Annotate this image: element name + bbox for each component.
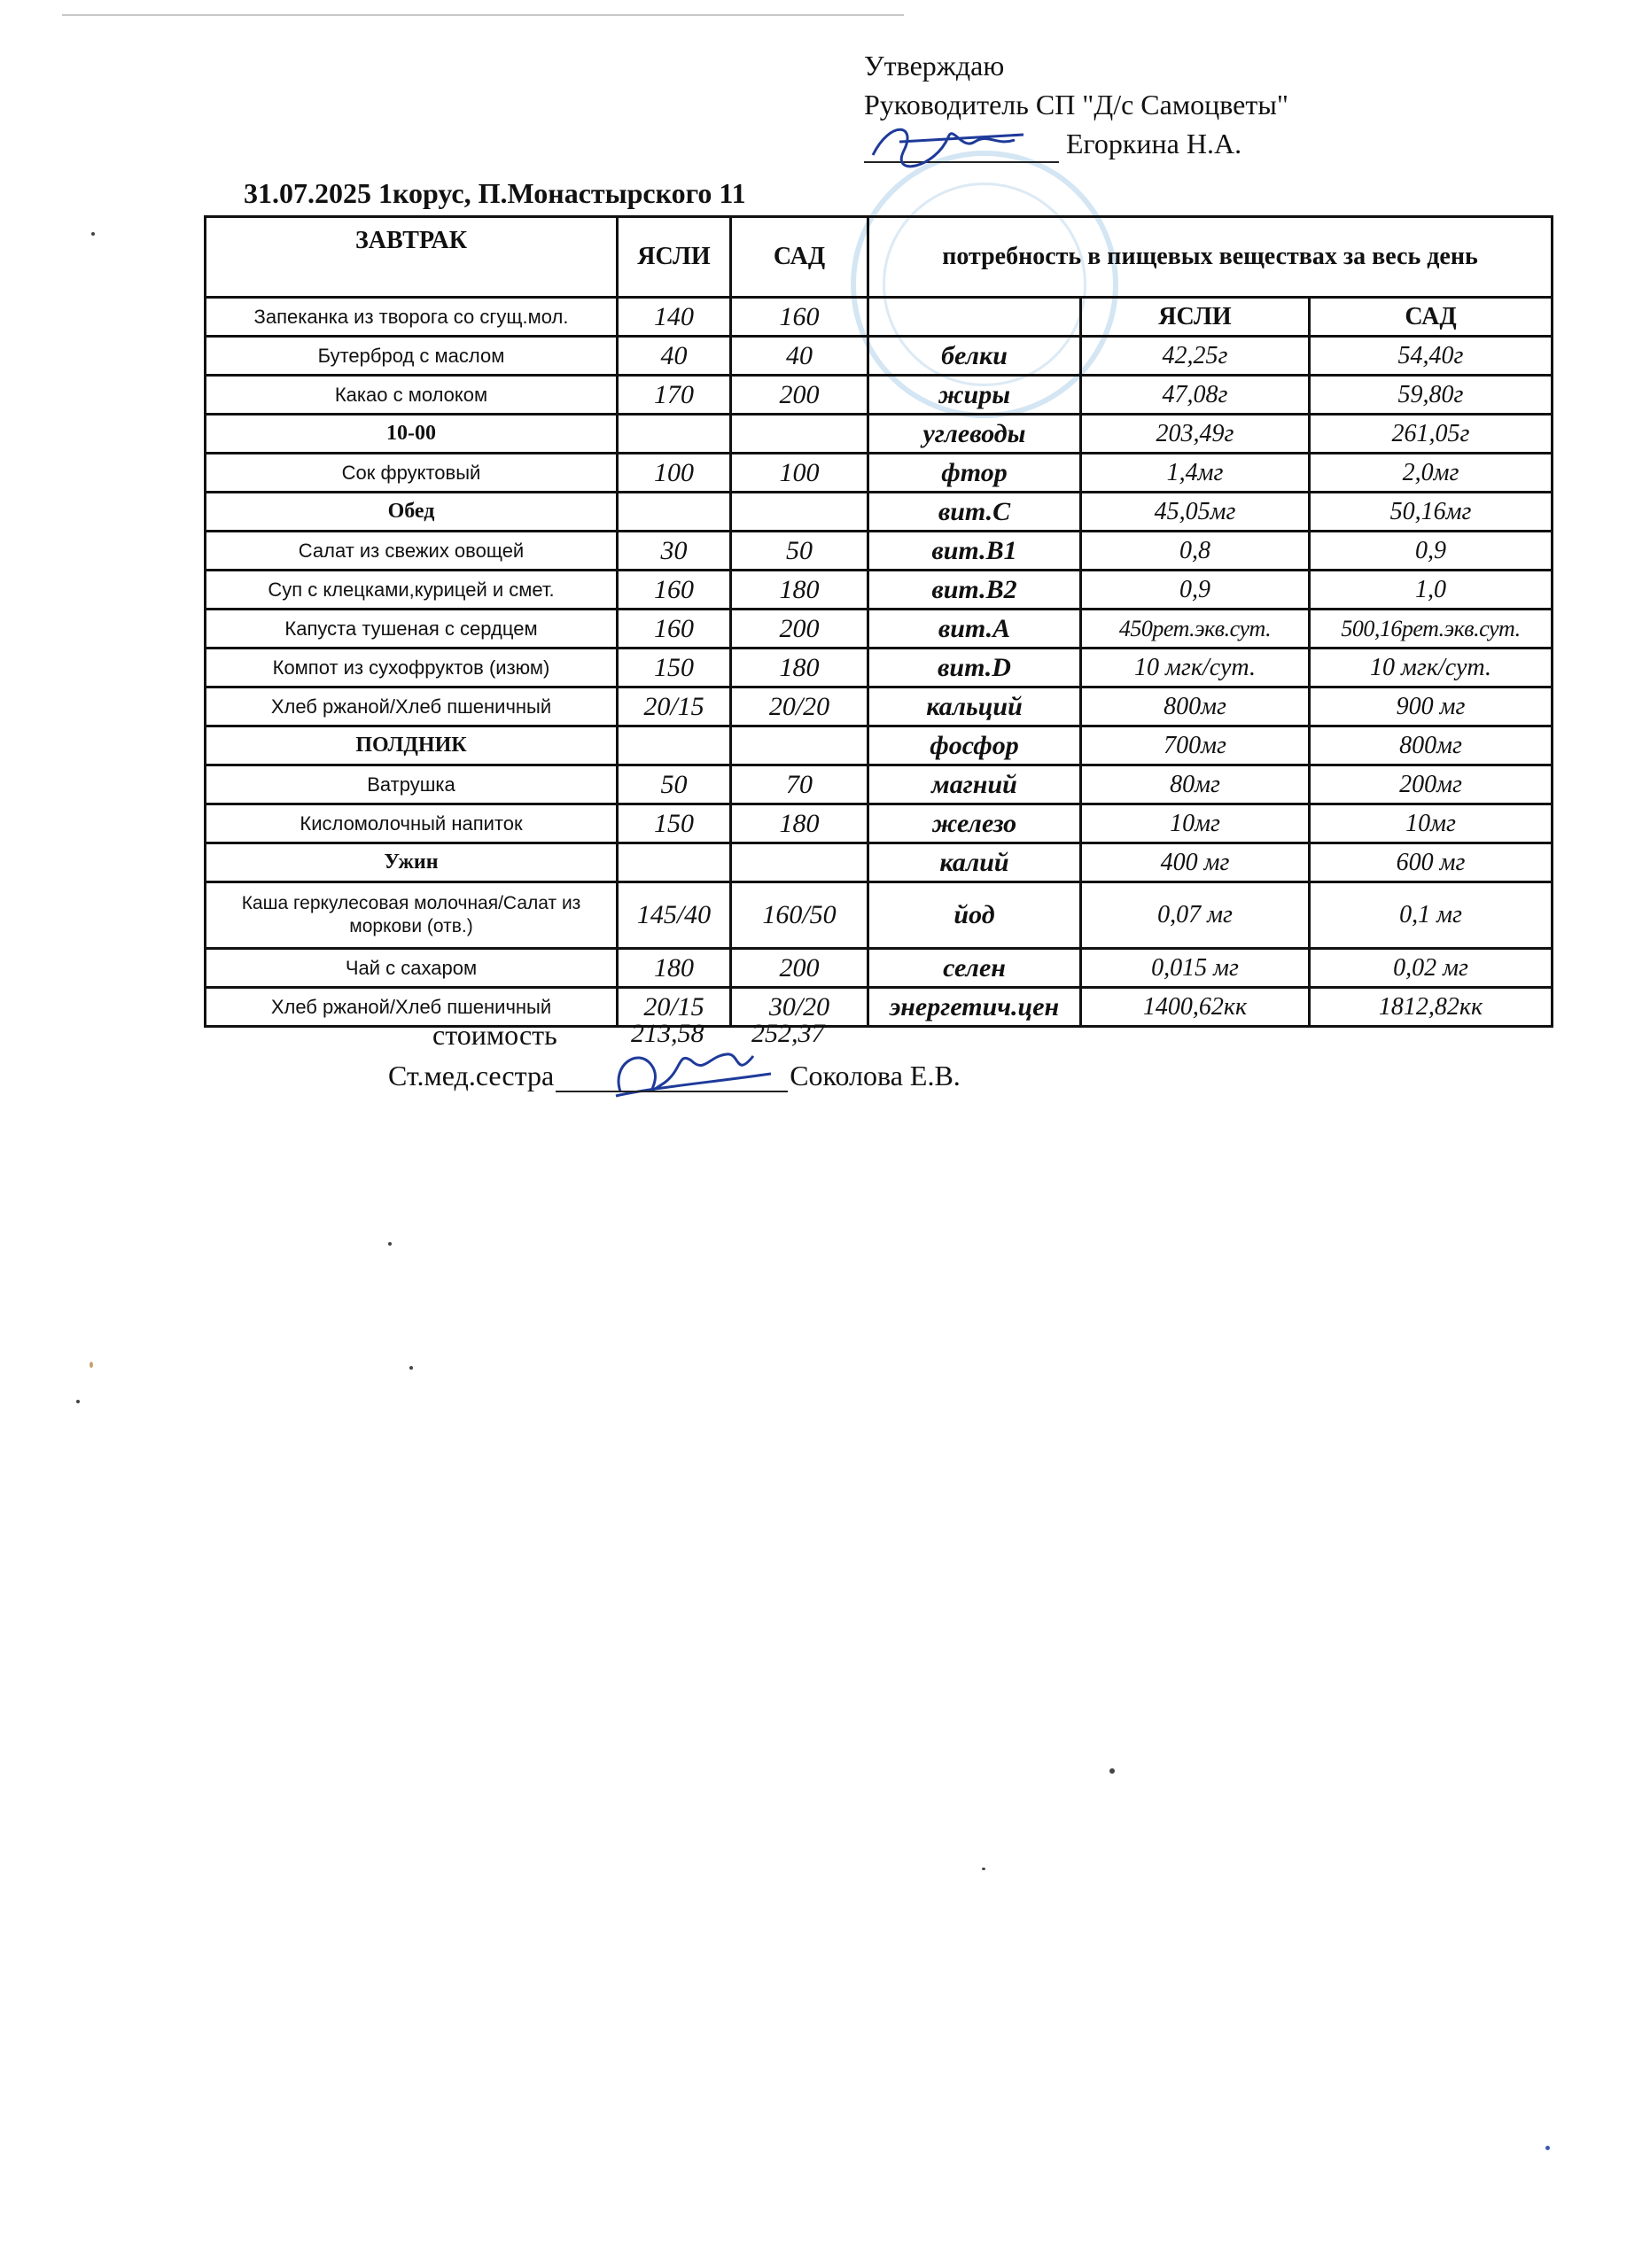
dish-name: Салат из свежих овощей: [206, 532, 618, 571]
cost-sad: 252,37: [751, 1019, 825, 1048]
table-row: [206, 726, 1553, 765]
nutrient-name: селен: [868, 949, 1081, 988]
nutrient-yasli-value: 10 мгк/сут.: [1081, 649, 1310, 687]
nutrient-yasli-value: 800мг: [1081, 687, 1310, 726]
nutrient-sad-value: 10мг: [1310, 804, 1553, 843]
scan-speck: [90, 1362, 93, 1368]
sad-portion: 30/20: [731, 988, 868, 1027]
nutrient-name: вит.D: [868, 649, 1081, 687]
cost-label: стоимость: [432, 1019, 557, 1051]
sad-portion: 180: [731, 571, 868, 610]
nutrient-name: магний: [868, 765, 1081, 804]
yasli-portion: 40: [618, 337, 731, 376]
table-row: [206, 571, 1553, 610]
nutrient-yasli-value: 80мг: [1081, 765, 1310, 804]
nutrient-name: фосфор: [868, 726, 1081, 765]
needs-yasli-header: ЯСЛИ: [1081, 298, 1310, 337]
yasli-portion: [618, 415, 731, 454]
scan-speck: [91, 232, 95, 236]
nutrient-sad-value: 10 мгк/сут.: [1310, 649, 1553, 687]
sad-portion: 180: [731, 649, 868, 687]
nutrient-name: калий: [868, 843, 1081, 882]
dish-name: Хлеб ржаной/Хлеб пшеничный: [206, 687, 618, 726]
nutrient-name: энергетич.цен: [868, 988, 1081, 1027]
yasli-portion: [618, 843, 731, 882]
approval-organization: Руководитель СП "Д/с Самоцветы": [864, 89, 1288, 120]
dish-name: Капуста тушеная с сердцем: [206, 610, 618, 649]
nutrient-yasli-value: 700мг: [1081, 726, 1310, 765]
needs-sad-header: САД: [1310, 298, 1553, 337]
dish-name: Сок фруктовый: [206, 454, 618, 493]
nutrient-name: углеводы: [868, 415, 1081, 454]
table-row: [206, 454, 1553, 493]
yasli-portion: 30: [618, 532, 731, 571]
nutrient-yasli-value: 45,05мг: [1081, 493, 1310, 532]
yasli-portion: [618, 493, 731, 532]
nutrient-sad-value: 1812,82кк: [1310, 988, 1553, 1027]
nutrient-sad-value: 54,40г: [1310, 337, 1553, 376]
sad-portion: 200: [731, 610, 868, 649]
dish-name: Ватрушка: [206, 765, 618, 804]
dish-name: 10-00: [206, 415, 618, 454]
scan-speck: [1545, 2146, 1550, 2150]
yasli-portion: 20/15: [618, 687, 731, 726]
nutrient-name: вит.В2: [868, 571, 1081, 610]
header-breakfast: ЗАВТРАК: [206, 217, 618, 298]
scan-edge-line: [62, 14, 904, 16]
yasli-portion: 170: [618, 376, 731, 415]
header-yasli: ЯСЛИ: [618, 217, 731, 298]
dish-name: ПОЛДНИК: [206, 726, 618, 765]
nutrient-yasli-value: 47,08г: [1081, 376, 1310, 415]
nutrient-sad-value: 50,16мг: [1310, 493, 1553, 532]
nutrient-sad-value: 59,80г: [1310, 376, 1553, 415]
dish-name: Кисломолочный напиток: [206, 804, 618, 843]
nutrient-name: вит.В1: [868, 532, 1081, 571]
nutrient-yasli-value: 203,49г: [1081, 415, 1310, 454]
sad-portion: 70: [731, 765, 868, 804]
scan-speck: [1109, 1768, 1115, 1774]
sad-portion: [731, 726, 868, 765]
sad-portion: 180: [731, 804, 868, 843]
table-header-row: [206, 217, 1553, 298]
dish-name: Хлеб ржаной/Хлеб пшеничный: [206, 988, 618, 1027]
header-nutrient-needs: потребность в пищевых веществах за весь день: [868, 217, 1553, 298]
approver-name: Егоркина Н.А.: [1066, 128, 1242, 159]
scan-speck: [982, 1868, 985, 1870]
footer-nurse: [388, 1060, 961, 1092]
nutrient-sad-value: 1,0: [1310, 571, 1553, 610]
table-row: [206, 765, 1553, 804]
dish-name: Чай с сахаром: [206, 949, 618, 988]
nutrient-yasli-value: 0,07 мг: [1081, 882, 1310, 949]
nutrient-name: белки: [868, 337, 1081, 376]
sad-portion: 40: [731, 337, 868, 376]
sad-portion: 160: [731, 298, 868, 337]
table-row: [206, 532, 1553, 571]
dish-name: Суп с клецками,курицей и смет.: [206, 571, 618, 610]
nutrient-name: [868, 298, 1081, 337]
sad-portion: 100: [731, 454, 868, 493]
sad-portion: 160/50: [731, 882, 868, 949]
yasli-portion: 50: [618, 765, 731, 804]
dish-name: Какао с молоком: [206, 376, 618, 415]
table-row: [206, 949, 1553, 988]
nutrient-sad-value: 800мг: [1310, 726, 1553, 765]
nutrient-sad-value: 900 мг: [1310, 687, 1553, 726]
table-row: [206, 493, 1553, 532]
yasli-portion: 145/40: [618, 882, 731, 949]
nurse-signature-line: [556, 1064, 788, 1092]
approval-title: Утверждаю: [864, 50, 1005, 82]
nutrient-yasli-value: 450рет.экв.сут.: [1081, 610, 1310, 649]
sad-portion: 20/20: [731, 687, 868, 726]
sad-portion: [731, 843, 868, 882]
nutrient-yasli-value: 1400,62кк: [1081, 988, 1310, 1027]
table-row: [206, 843, 1553, 882]
nutrient-yasli-value: 10мг: [1081, 804, 1310, 843]
nutrient-sad-value: 200мг: [1310, 765, 1553, 804]
table-row: [206, 649, 1553, 687]
yasli-portion: 20/15: [618, 988, 731, 1027]
table-row: [206, 376, 1553, 415]
table-row: [206, 687, 1553, 726]
sad-portion: 200: [731, 949, 868, 988]
yasli-portion: 150: [618, 804, 731, 843]
table-row: [206, 804, 1553, 843]
nutrient-yasli-value: 400 мг: [1081, 843, 1310, 882]
footer-cost: [432, 1019, 557, 1052]
dish-name: Запеканка из творога со сгущ.мол.: [206, 298, 618, 337]
nutrient-sad-value: 600 мг: [1310, 843, 1553, 882]
nutrient-sad-value: 2,0мг: [1310, 454, 1553, 493]
table-row: [206, 298, 1553, 337]
menu-table: [204, 215, 1553, 1028]
table-row: [206, 337, 1553, 376]
page-title: 31.07.2025 1корус, П.Монастырского 11: [244, 177, 746, 209]
yasli-portion: 180: [618, 949, 731, 988]
header-sad: САД: [731, 217, 868, 298]
yasli-portion: 160: [618, 610, 731, 649]
table-row: [206, 415, 1553, 454]
table-row: [206, 988, 1553, 1027]
nutrient-yasli-value: 0,8: [1081, 532, 1310, 571]
sad-portion: 200: [731, 376, 868, 415]
yasli-portion: 140: [618, 298, 731, 337]
dish-name: Каша геркулесовая молочная/Салат из моркови (отв.): [206, 882, 618, 949]
nutrient-name: йод: [868, 882, 1081, 949]
yasli-portion: 150: [618, 649, 731, 687]
nutrient-sad-value: 0,9: [1310, 532, 1553, 571]
dish-name: Обед: [206, 493, 618, 532]
approver-signature: [864, 115, 1041, 177]
nutrient-yasli-value: 0,015 мг: [1081, 949, 1310, 988]
nutrient-name: вит.А: [868, 610, 1081, 649]
nutrient-sad-value: 500,16рет.экв.сут.: [1310, 610, 1553, 649]
nutrient-name: вит.С: [868, 493, 1081, 532]
yasli-portion: 160: [618, 571, 731, 610]
nutrient-yasli-value: 0,9: [1081, 571, 1310, 610]
yasli-portion: [618, 726, 731, 765]
nutrient-name: железо: [868, 804, 1081, 843]
sad-portion: [731, 493, 868, 532]
nutrient-sad-value: 0,1 мг: [1310, 882, 1553, 949]
scan-speck: [388, 1242, 392, 1246]
nutrient-name: кальций: [868, 687, 1081, 726]
nurse-label: Ст.мед.сестра: [388, 1060, 555, 1091]
dish-name: Бутерброд с маслом: [206, 337, 618, 376]
nutrient-name: жиры: [868, 376, 1081, 415]
cost-yasli: 213,58: [631, 1019, 704, 1048]
sad-portion: 50: [731, 532, 868, 571]
dish-name: Компот из сухофруктов (изюм): [206, 649, 618, 687]
table-row: [206, 610, 1553, 649]
nutrient-sad-value: 0,02 мг: [1310, 949, 1553, 988]
nurse-name: Соколова Е.В.: [790, 1060, 961, 1091]
nutrient-yasli-value: 1,4мг: [1081, 454, 1310, 493]
sad-portion: [731, 415, 868, 454]
scan-speck: [409, 1366, 413, 1370]
yasli-portion: 100: [618, 454, 731, 493]
nutrient-yasli-value: 42,25г: [1081, 337, 1310, 376]
nutrient-sad-value: 261,05г: [1310, 415, 1553, 454]
dish-name: Ужин: [206, 843, 618, 882]
nutrient-name: фтор: [868, 454, 1081, 493]
table-row: [206, 882, 1553, 949]
scan-speck: [76, 1400, 80, 1403]
